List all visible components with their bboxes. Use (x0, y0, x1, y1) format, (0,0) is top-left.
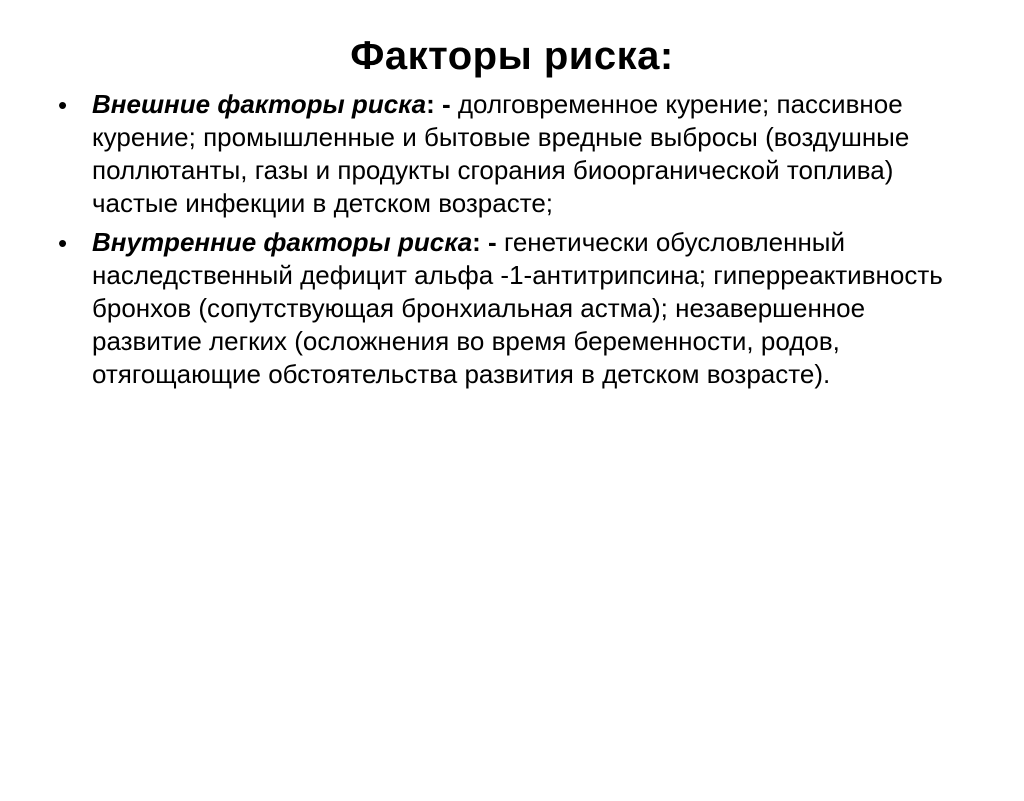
list-item-separator: : - (426, 89, 458, 119)
list-item (42, 226, 966, 391)
bullet-icon: • (58, 228, 68, 259)
list-item-separator: : - (472, 227, 504, 258)
list-item (42, 88, 966, 220)
bullet-icon: • (58, 90, 68, 121)
list-item-text: долговременное курение; пассивное курение; промышленные и бытовые вредные выбросы (воздушные поллютанты, газы и продукты сгорания биоорганической топлива) частые инфекции в детском возрасте; (92, 89, 910, 219)
page-title: Факторы риска: (350, 34, 674, 78)
list-item-lead: Внутренние факторы риска (92, 227, 473, 258)
list-item-text: генетически обусловленный наследственный дефицит альфа -1-антитрипсина; гиперреактивность бронхов (сопутствующая бронхиальная астма); незавершенное развитие легких (осложнения во время беременности, родов, отягощающие обстоятельства развития в детском возрасте). (92, 227, 943, 390)
slide-content (0, 88, 1024, 391)
risk-factors-list (42, 88, 966, 391)
slide (0, 34, 1024, 801)
list-item-lead: Внешние факторы риска (92, 89, 427, 119)
